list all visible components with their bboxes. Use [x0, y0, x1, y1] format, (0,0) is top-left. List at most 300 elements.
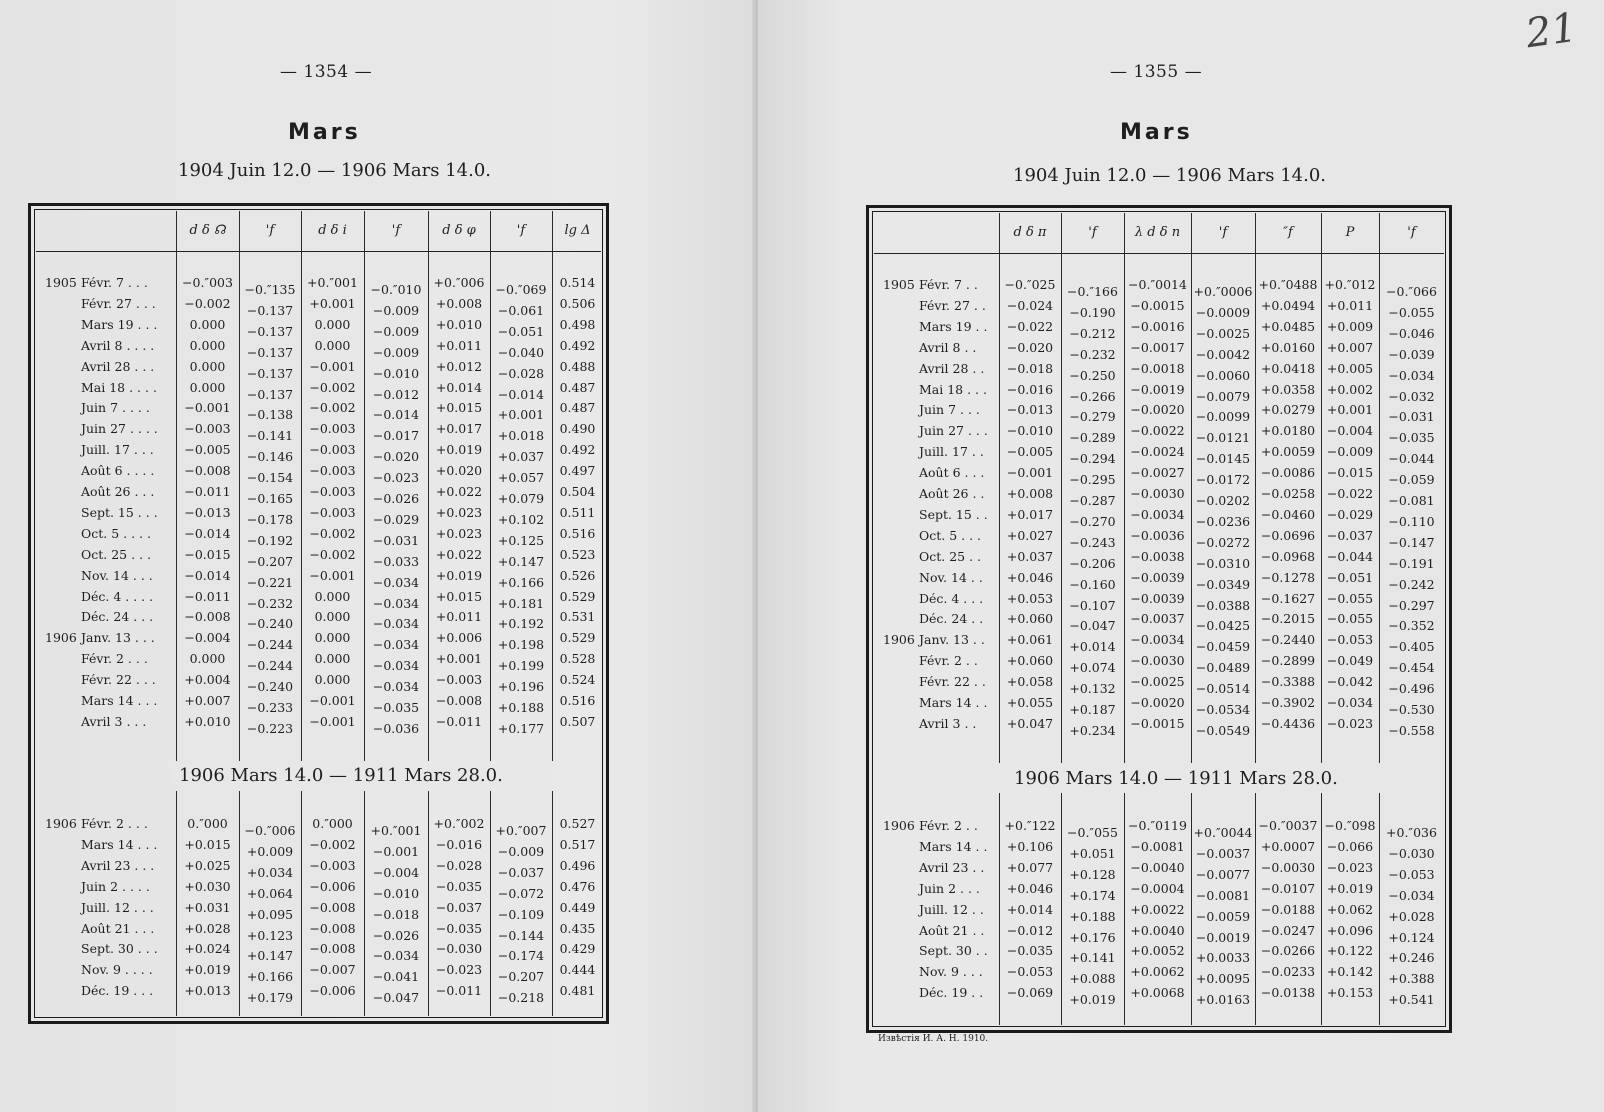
- cell-c: −0.0040: [1130, 859, 1185, 875]
- row-date: Mars 14 . . .: [81, 836, 158, 852]
- cell-f: +0.011: [1326, 297, 1374, 313]
- cell-b: −0.″055: [1067, 825, 1118, 840]
- column-header: 'f: [1218, 225, 1228, 240]
- cell-b: +0.019: [1069, 992, 1116, 1008]
- cell-e: +0.006: [435, 630, 483, 646]
- cell-g: −0.405: [1388, 639, 1435, 655]
- cell-e: +0.011: [435, 609, 483, 625]
- cell-b: −0.154: [246, 470, 294, 486]
- cell-c: 0.000: [314, 337, 351, 353]
- cell-c: −0.0017: [1130, 339, 1185, 355]
- cell-c: −0.007: [309, 962, 356, 978]
- cell-a: +0.028: [184, 920, 231, 936]
- cell-c: −0.0036: [1130, 527, 1185, 543]
- cell-a: +0.060: [1006, 611, 1054, 627]
- cell-b: −0.107: [1069, 597, 1116, 613]
- cell-f: −0.022: [1326, 486, 1374, 501]
- cell-g: 0.527: [559, 816, 596, 831]
- table-row: [31, 565, 606, 590]
- cell-f: −0.051: [497, 323, 545, 339]
- column-header: P: [1345, 225, 1355, 240]
- cell-c: −0.0081: [1130, 838, 1185, 854]
- row-date: Févr. 2 . .: [919, 818, 978, 833]
- cell-d: −0.0025: [1195, 325, 1251, 341]
- cell-d: −0.0534: [1195, 702, 1251, 717]
- row-date: Juill. 17 . . .: [81, 442, 154, 458]
- cell-a: +0.024: [184, 941, 231, 957]
- cell-e: −0.003: [435, 672, 483, 688]
- cell-g: 0.531: [559, 609, 596, 625]
- row-date: Avril 3 . .: [919, 715, 977, 731]
- cell-c: +0.001: [309, 295, 356, 311]
- planet-title: Mars: [288, 120, 361, 145]
- row-date: Avril 28 . .: [919, 360, 985, 376]
- cell-g: −0.034: [1388, 887, 1435, 903]
- cell-d: −0.0236: [1195, 513, 1251, 529]
- row-date: Mai 18 . . . .: [81, 379, 157, 395]
- cell-e: +0.0160: [1260, 339, 1316, 355]
- cell-f: −0.034: [1326, 695, 1374, 710]
- row-year: 1906: [45, 816, 77, 831]
- column-header: ″f: [1283, 225, 1293, 240]
- cell-f: +0.″012: [1324, 277, 1376, 292]
- row-date: Août 21 . . .: [81, 920, 155, 936]
- row-date: Avril 8 . .: [919, 339, 977, 355]
- cell-g: 0.435: [559, 920, 596, 936]
- cell-b: −0.″135: [244, 282, 296, 297]
- row-date: Juin 2 . . .: [919, 880, 980, 896]
- row-date: Déc. 24 . .: [919, 611, 984, 627]
- right-table-frame: [866, 205, 1452, 1033]
- cell-d: −0.0009: [1195, 304, 1251, 320]
- table-row: [869, 274, 1449, 299]
- table-row: [869, 379, 1449, 404]
- cell-g: 0.514: [559, 275, 596, 290]
- row-date: Déc. 19 . .: [919, 985, 984, 1001]
- cell-e: −0.2440: [1260, 632, 1316, 648]
- cell-e: −0.028: [435, 857, 483, 873]
- cell-e: +0.0007: [1260, 838, 1316, 854]
- cell-e: +0.020: [435, 463, 483, 479]
- table-row: [869, 671, 1449, 697]
- cell-e: −0.030: [435, 941, 483, 957]
- cell-g: −0.044: [1388, 451, 1435, 467]
- cell-d: −0.001: [372, 843, 420, 859]
- row-date: Févr. 22 . . .: [81, 672, 156, 688]
- table-row: [31, 897, 606, 922]
- cell-d: −0.036: [372, 720, 420, 736]
- cell-c: −0.0034: [1130, 632, 1185, 648]
- cell-g: 0.523: [559, 546, 596, 562]
- cell-f: +0.018: [497, 428, 545, 444]
- cell-c: 0.000: [314, 609, 351, 625]
- table-row: [31, 397, 606, 423]
- row-date: Juin 27 . . . .: [81, 421, 158, 437]
- cell-b: +0.132: [1069, 681, 1116, 697]
- cell-c: −0.002: [309, 546, 356, 562]
- cell-f: −0.072: [497, 885, 545, 901]
- cell-a: 0.000: [189, 651, 226, 667]
- column-header: 'f: [265, 223, 275, 238]
- cell-c: 0.000: [314, 630, 351, 646]
- cell-g: 0.487: [559, 400, 596, 416]
- cell-e: +0.0485: [1260, 318, 1316, 334]
- cell-c: +0.″001: [307, 275, 358, 290]
- cell-f: −0.″098: [1324, 818, 1376, 833]
- cell-f: +0.153: [1326, 985, 1374, 1001]
- table-row: [31, 418, 606, 444]
- cell-c: −0.0015: [1130, 715, 1185, 731]
- cell-b: −0.178: [246, 511, 294, 527]
- cell-f: −0.029: [1326, 506, 1374, 522]
- cell-a: −0.024: [1006, 297, 1054, 313]
- table-row: [31, 648, 606, 674]
- row-date: Janv. 13 . . .: [81, 630, 155, 646]
- cell-f: −0.″069: [495, 282, 547, 297]
- cell-a: −0.011: [184, 484, 231, 499]
- cell-d: −0.014: [372, 407, 420, 423]
- table-row: [31, 377, 606, 402]
- cell-b: +0.051: [1069, 845, 1116, 861]
- cell-b: −0.270: [1069, 513, 1116, 529]
- cell-d: +0.″0006: [1193, 284, 1253, 299]
- cell-a: +0.046: [1006, 569, 1054, 585]
- row-year: 1906: [45, 630, 77, 646]
- cell-b: −0.137: [246, 365, 294, 381]
- cell-d: +0.0033: [1195, 950, 1251, 966]
- cell-a: +0.055: [1006, 695, 1054, 710]
- cell-c: −0.0024: [1130, 444, 1185, 460]
- cell-d: −0.0272: [1195, 534, 1251, 550]
- cell-c: −0.0030: [1130, 486, 1185, 501]
- cell-g: 0.517: [559, 836, 596, 852]
- cell-g: +0.124: [1388, 929, 1435, 945]
- cell-d: −0.026: [372, 927, 420, 943]
- cell-a: −0.004: [184, 630, 231, 646]
- table-header: [874, 213, 1444, 254]
- cell-d: −0.034: [372, 658, 420, 674]
- cell-f: −0.053: [1326, 632, 1374, 648]
- cell-e: +0.022: [435, 484, 483, 499]
- cell-f: −0.055: [1326, 611, 1374, 627]
- cell-b: −0.279: [1069, 409, 1116, 425]
- planet-title: Mars: [1120, 120, 1193, 145]
- cell-a: −0.005: [184, 442, 231, 458]
- cell-f: +0.079: [497, 491, 545, 506]
- cell-a: −0.014: [184, 525, 231, 541]
- cell-d: −0.0349: [1195, 576, 1251, 592]
- table-row: [869, 420, 1449, 446]
- cell-g: −0.110: [1388, 513, 1435, 529]
- cell-f: +0.007: [1326, 339, 1374, 355]
- cell-c: +0.0052: [1130, 943, 1185, 959]
- cell-f: +0.005: [1326, 360, 1374, 376]
- cell-e: −0.023: [435, 962, 483, 978]
- page-number: — 1355 —: [1110, 62, 1203, 82]
- cell-e: −0.1278: [1260, 569, 1316, 585]
- cell-e: −0.0233: [1260, 964, 1316, 980]
- table-row: [31, 876, 606, 901]
- cell-e: −0.011: [435, 983, 483, 999]
- row-date: Févr. 22 . .: [919, 674, 986, 690]
- row-date: Févr. 7 . . .: [81, 275, 148, 290]
- row-date: Févr. 27 . .: [919, 297, 986, 313]
- cell-a: −0.008: [184, 609, 231, 625]
- cell-d: −0.0077: [1195, 866, 1251, 882]
- row-year: 1905: [45, 275, 77, 290]
- cell-a: −0.022: [1006, 318, 1054, 334]
- cell-d: −0.0459: [1195, 639, 1251, 655]
- cell-g: −0.297: [1388, 597, 1435, 613]
- cell-b: +0.034: [246, 864, 294, 880]
- cell-d: −0.026: [372, 491, 420, 506]
- cell-c: −0.002: [309, 836, 356, 852]
- cell-b: +0.141: [1069, 950, 1116, 966]
- cell-c: −0.0025: [1130, 674, 1185, 690]
- cell-d: −0.031: [372, 532, 420, 548]
- cell-e: −0.0086: [1260, 465, 1316, 481]
- cell-c: −0.002: [309, 525, 356, 541]
- cell-a: +0.046: [1006, 880, 1054, 896]
- table-row: [31, 669, 606, 695]
- cell-a: −0.020: [1006, 339, 1054, 355]
- cell-b: −0.160: [1069, 576, 1116, 592]
- cell-a: +0.030: [184, 878, 231, 894]
- table-row: [31, 314, 606, 339]
- column-header: d δ i: [318, 223, 347, 238]
- cell-d: −0.0202: [1195, 493, 1251, 508]
- row-date: Août 26 . . .: [81, 484, 155, 499]
- cell-a: −0.011: [184, 588, 231, 604]
- cell-f: +0.019: [1326, 880, 1374, 896]
- cell-f: +0.062: [1326, 901, 1374, 917]
- cell-e: −0.0258: [1260, 486, 1316, 501]
- table-row: [31, 460, 606, 486]
- cell-g: 0.490: [559, 421, 596, 437]
- cell-a: +0.017: [1006, 506, 1054, 522]
- cell-b: −0.″166: [1067, 284, 1118, 299]
- cell-f: +0.188: [497, 700, 545, 715]
- cell-e: −0.″0037: [1258, 818, 1318, 833]
- cell-b: −0.190: [1069, 304, 1116, 320]
- cell-e: −0.011: [435, 713, 483, 729]
- cell-g: −0.053: [1388, 866, 1435, 882]
- cell-b: −0.207: [246, 553, 294, 569]
- cell-e: +0.019: [435, 442, 483, 458]
- table-row: [31, 502, 606, 527]
- table-row: [869, 857, 1449, 882]
- cell-d: −0.034: [372, 948, 420, 964]
- cell-d: −0.″010: [370, 282, 422, 297]
- cell-e: −0.0030: [1260, 859, 1316, 875]
- column-header: lg Δ: [564, 223, 591, 238]
- table-row: [31, 481, 606, 506]
- period-heading: 1904 Juin 12.0 — 1906 Mars 14.0.: [1013, 165, 1326, 186]
- cell-e: −0.037: [435, 899, 483, 915]
- row-date: Sept. 15 . .: [919, 506, 988, 522]
- row-date: Mai 18 . . .: [919, 381, 987, 397]
- cell-d: −0.0019: [1195, 929, 1251, 945]
- cell-c: −0.008: [309, 920, 356, 936]
- cell-g: 0.481: [559, 983, 596, 999]
- cell-b: +0.174: [1069, 887, 1116, 903]
- cell-e: +0.010: [435, 316, 483, 332]
- cell-f: +0.198: [497, 637, 545, 653]
- cell-f: −0.049: [1326, 653, 1374, 669]
- cell-c: −0.0037: [1130, 611, 1185, 627]
- table-row: [31, 918, 606, 943]
- table-row: [869, 982, 1449, 1008]
- cell-b: −0.212: [1069, 325, 1116, 341]
- cell-a: +0.077: [1006, 859, 1054, 875]
- cell-d: −0.034: [372, 616, 420, 632]
- cell-b: +0.234: [1069, 722, 1116, 738]
- cell-d: −0.0388: [1195, 597, 1251, 613]
- cell-c: −0.003: [309, 504, 356, 520]
- cell-e: −0.0188: [1260, 901, 1316, 917]
- table-row: [31, 855, 606, 880]
- table-row: [869, 337, 1449, 362]
- cell-b: +0.179: [246, 990, 294, 1006]
- cell-c: +0.0022: [1130, 901, 1185, 917]
- cell-a: −0.012: [1006, 922, 1054, 938]
- cell-a: +0.058: [1006, 674, 1054, 690]
- cell-g: −0.″066: [1386, 284, 1437, 299]
- cell-e: −0.1627: [1260, 590, 1316, 606]
- table-row: [869, 462, 1449, 488]
- cell-d: −0.035: [372, 700, 420, 715]
- cell-b: +0.147: [246, 948, 294, 964]
- table-row: [869, 608, 1449, 634]
- table-row: [869, 295, 1449, 320]
- row-date: Avril 28 . . .: [81, 358, 155, 374]
- table-row: [869, 692, 1449, 717]
- cell-c: −0.0038: [1130, 548, 1185, 564]
- cell-b: +0.009: [246, 843, 294, 859]
- cell-e: +0.022: [435, 546, 483, 562]
- cell-e: +0.014: [435, 379, 483, 395]
- cell-d: +0.0163: [1195, 992, 1251, 1008]
- cell-f: −0.042: [1326, 674, 1374, 690]
- cell-g: 0.492: [559, 337, 596, 353]
- row-date: Août 21 . .: [919, 922, 985, 938]
- cell-a: +0.019: [184, 962, 231, 978]
- cell-a: −0.016: [1006, 381, 1054, 397]
- cell-e: +0.011: [435, 337, 483, 353]
- cell-c: −0.003: [309, 484, 356, 499]
- cell-e: +0.015: [435, 400, 483, 416]
- cell-g: −0.030: [1388, 845, 1435, 861]
- column-header: d δ φ: [442, 223, 476, 238]
- cell-f: +0.166: [497, 574, 545, 590]
- cell-f: −0.004: [1326, 423, 1374, 439]
- cell-f: +0.037: [497, 449, 545, 465]
- cell-g: −0.191: [1388, 555, 1435, 571]
- cell-a: +0.008: [1006, 486, 1054, 501]
- cell-f: +0.001: [497, 407, 545, 423]
- cell-d: −0.0549: [1195, 722, 1251, 738]
- cell-b: −0.233: [246, 700, 294, 715]
- cell-b: −0.250: [1069, 367, 1116, 383]
- cell-d: +0.″0044: [1193, 825, 1253, 840]
- cell-a: −0.002: [184, 295, 231, 311]
- row-date: Août 6 . . .: [919, 465, 985, 481]
- cell-b: −0.240: [246, 616, 294, 632]
- cell-e: −0.0247: [1260, 922, 1316, 938]
- cell-b: −0.137: [246, 323, 294, 339]
- cell-g: +0.388: [1388, 971, 1435, 987]
- cell-d: −0.0425: [1195, 618, 1251, 634]
- cell-b: −0.243: [1069, 534, 1116, 550]
- table-row: [31, 813, 606, 838]
- cell-e: +0.008: [435, 295, 483, 311]
- row-date: Juin 2 . . . .: [81, 878, 150, 894]
- cell-c: −0.″0014: [1128, 277, 1187, 292]
- cell-c: −0.0034: [1130, 506, 1185, 522]
- table-row: [869, 650, 1449, 676]
- cell-d: −0.033: [372, 553, 420, 569]
- left-table-frame: [28, 203, 609, 1024]
- cell-e: +0.0418: [1260, 360, 1316, 376]
- cell-b: −0.244: [246, 637, 294, 653]
- row-date: Oct. 25 . . .: [81, 546, 151, 562]
- cell-e: −0.4436: [1260, 715, 1316, 731]
- cell-a: −0.053: [1006, 964, 1054, 980]
- column-header: 'f: [391, 223, 401, 238]
- handwritten-mark: 21: [1523, 4, 1580, 58]
- table-row: [31, 834, 606, 859]
- row-date: Déc. 24 . . .: [81, 609, 154, 625]
- row-date: Oct. 25 . .: [919, 548, 982, 564]
- cell-f: −0.009: [497, 843, 545, 859]
- cell-g: −0.031: [1388, 409, 1435, 425]
- table-row: [31, 293, 606, 318]
- row-date: Oct. 5 . . . .: [81, 525, 151, 541]
- row-date: Févr. 2 . .: [919, 653, 978, 669]
- row-date: Mars 14 . . .: [81, 693, 158, 708]
- table-row: [869, 546, 1449, 571]
- cell-a: 0.000: [189, 358, 226, 374]
- cell-a: −0.069: [1006, 985, 1054, 1001]
- cell-d: −0.009: [372, 302, 420, 318]
- cell-g: −0.558: [1388, 722, 1435, 738]
- cell-b: −0.244: [246, 658, 294, 674]
- cell-f: −0.015: [1326, 465, 1374, 481]
- cell-d: −0.0060: [1195, 367, 1251, 383]
- cell-d: −0.0037: [1195, 845, 1251, 861]
- table-row: [869, 358, 1449, 383]
- cell-c: −0.0039: [1130, 590, 1185, 606]
- cell-e: −0.2015: [1260, 611, 1316, 627]
- cell-b: −0.294: [1069, 451, 1116, 467]
- row-date: Mars 14 . .: [919, 838, 988, 854]
- cell-e: −0.2899: [1260, 653, 1316, 669]
- table-row: [869, 399, 1449, 425]
- row-date: Juill. 17 . .: [919, 444, 984, 460]
- cell-b: +0.128: [1069, 866, 1116, 882]
- cell-a: −0.003: [184, 421, 231, 437]
- cell-f: −0.009: [1326, 444, 1374, 460]
- cell-d: −0.0099: [1195, 409, 1251, 425]
- cell-g: 0.429: [559, 941, 596, 957]
- table-row: [869, 713, 1449, 738]
- table-row: [31, 523, 606, 548]
- cell-d: −0.0145: [1195, 451, 1251, 467]
- row-date: Janv. 13 . .: [919, 632, 985, 648]
- cell-c: −0.0039: [1130, 569, 1185, 585]
- table-row: [31, 690, 606, 715]
- cell-e: +0.″002: [433, 816, 485, 831]
